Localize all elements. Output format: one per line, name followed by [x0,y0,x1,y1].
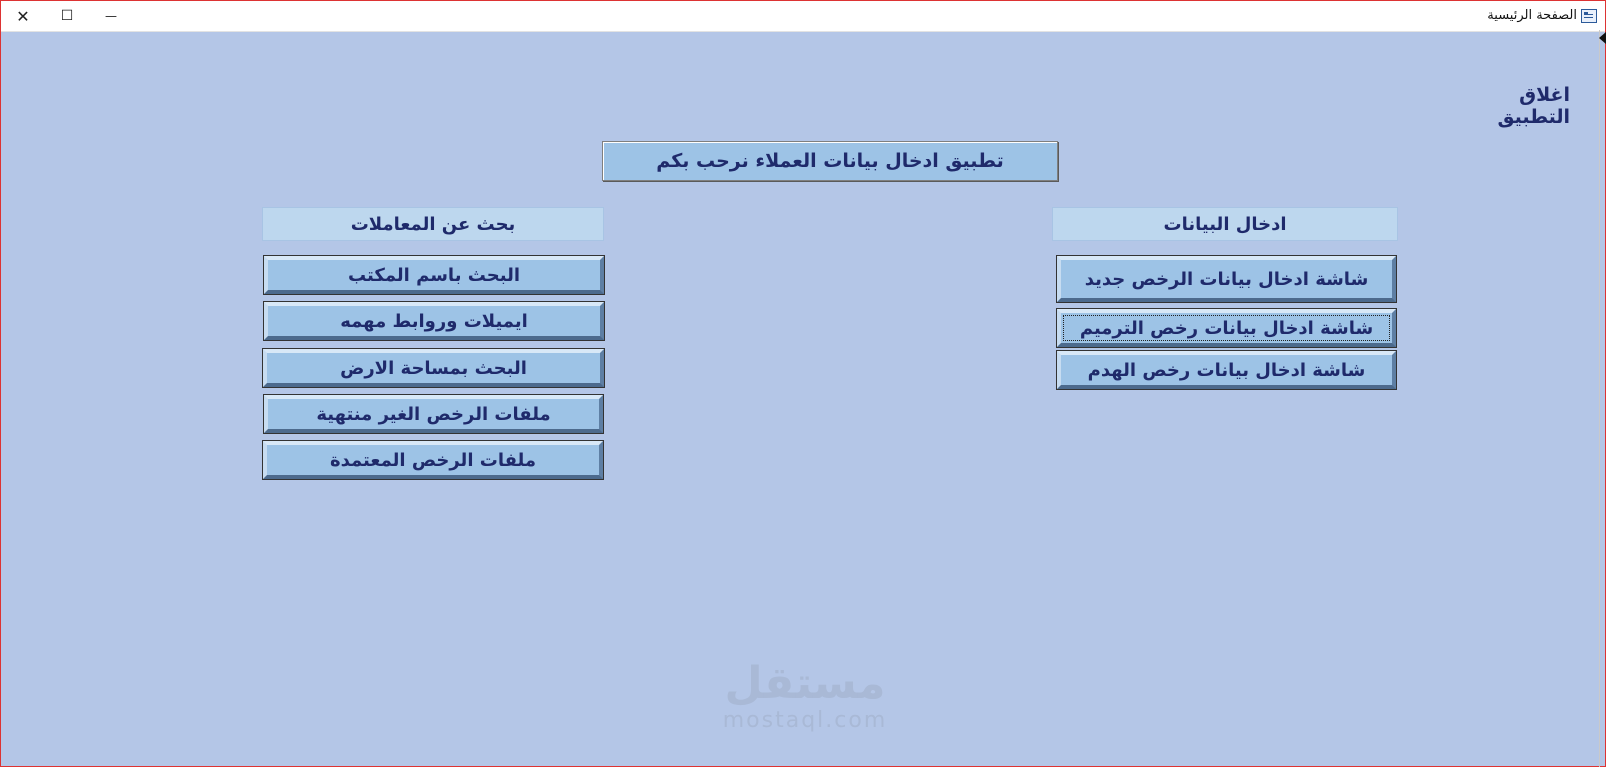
new-license-entry-button[interactable]: شاشة ادخال بيانات الرخص جديد [1057,256,1396,302]
minimize-window-button[interactable] [89,1,133,31]
maximize-icon: ☐ [60,8,74,24]
title-bar [1,1,1605,32]
scroll-arrow-icon[interactable] [1599,32,1606,44]
important-emails-links-button[interactable]: ايميلات وروابط مهمه [264,302,604,340]
search-section-label: بحث عن المعاملات [262,207,604,241]
watermark-logo [700,660,910,734]
scroll-edge-divider [1599,30,1600,767]
close-app-link[interactable]: اغلاق التطبيق [1497,84,1570,128]
search-by-land-area-button[interactable]: البحث بمساحة الارض [263,349,604,387]
close-window-button[interactable] [1,1,45,31]
maximize-window-button[interactable] [45,1,89,31]
close-icon: ✕ [16,6,30,26]
restoration-license-entry-button[interactable]: شاشة ادخال بيانات رخص الترميم [1057,309,1396,347]
minimize-icon: — [105,9,117,23]
search-by-office-button[interactable]: البحث باسم المكتب [264,256,604,294]
watermark-latin: mostaql.com [722,708,888,733]
page-title-banner: تطبيق ادخال بيانات العملاء نرحب بكم [602,141,1058,181]
approved-licenses-button[interactable]: ملفات الرخص المعتمدة [263,441,603,479]
entry-section-label: ادخال البيانات [1052,207,1398,241]
window-title: الصفحة الرئيسية [1487,8,1577,23]
demolition-license-entry-button[interactable]: شاشة ادخال بيانات رخص الهدم [1057,351,1396,389]
unexpired-licenses-button[interactable]: ملفات الرخص الغير منتهية [264,395,603,433]
form-app-icon [1581,9,1597,23]
watermark-arabic: مستقل [724,658,886,709]
